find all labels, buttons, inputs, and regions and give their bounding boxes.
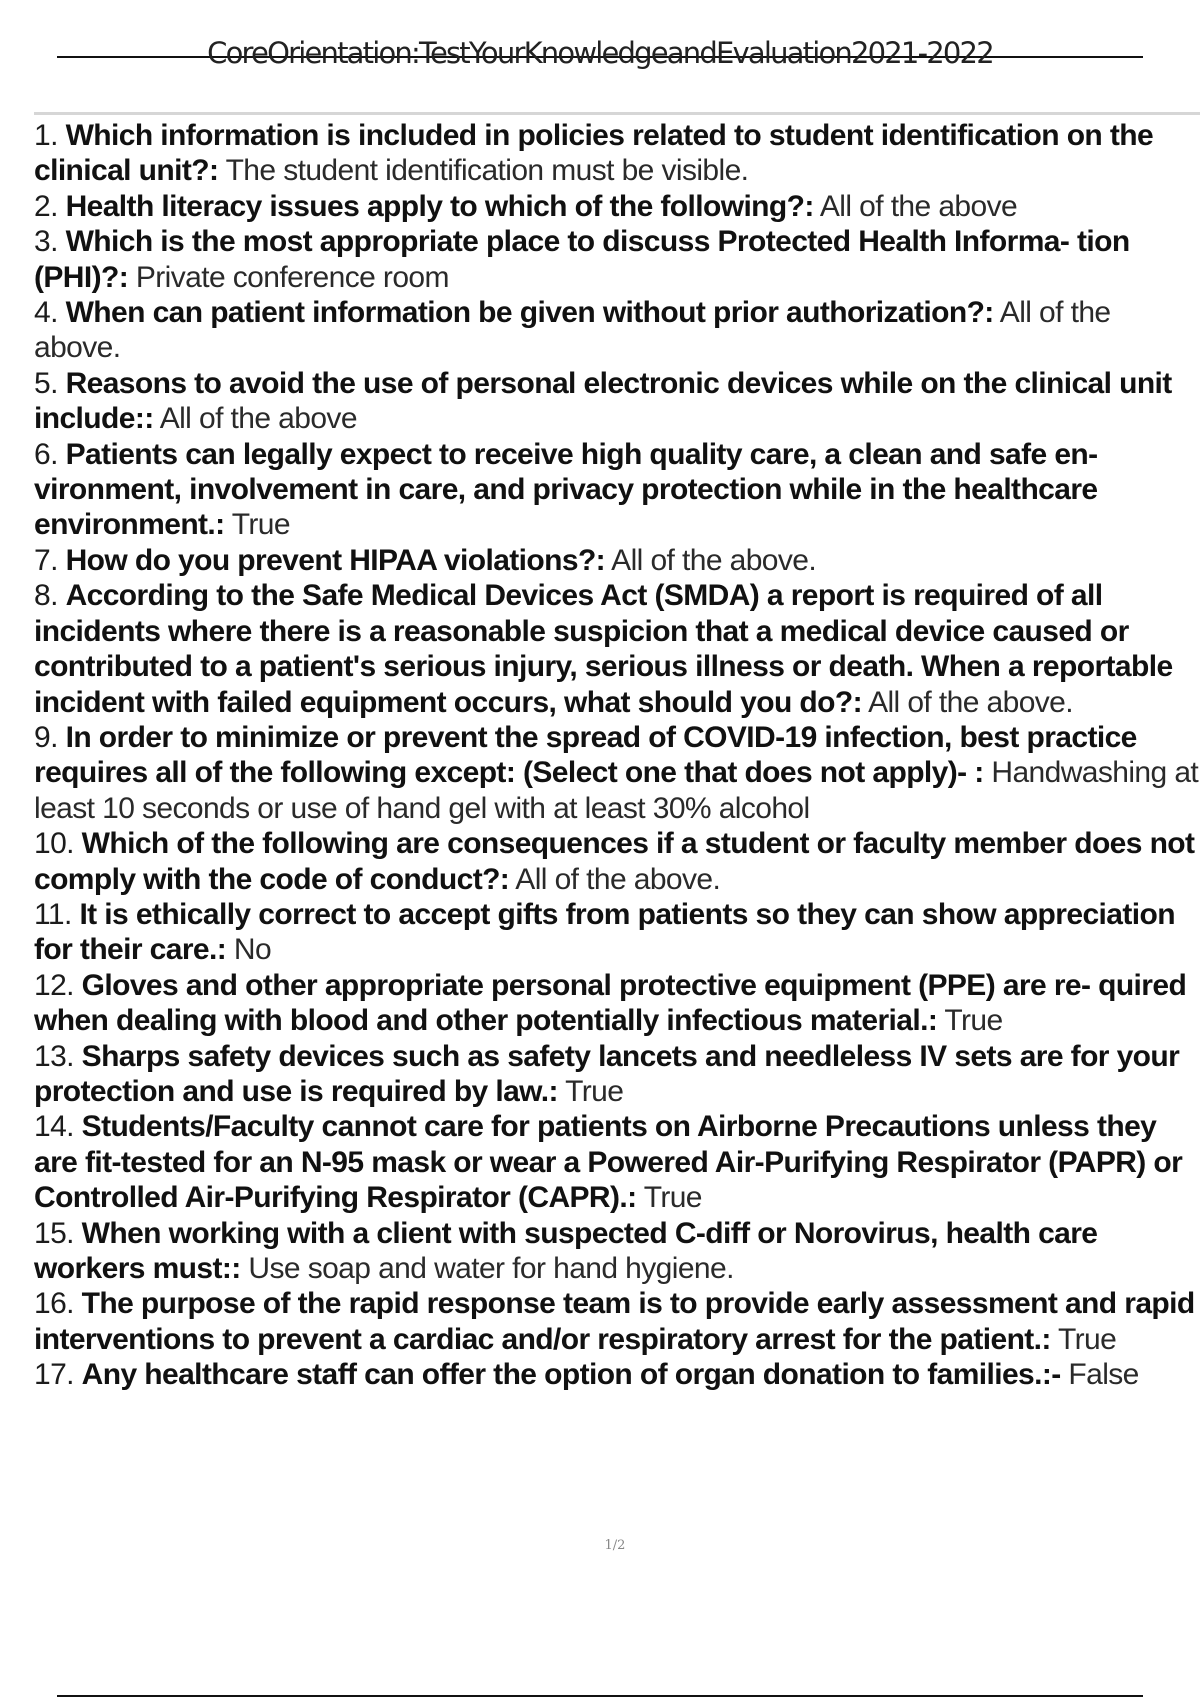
question-number: 13. [34,1039,74,1073]
footer-rule [57,1695,1143,1697]
answer-text: True [231,508,290,542]
question-text: Any healthcare staff can offer the option of organ donation to families.:- [81,1358,1061,1392]
answer-text: True [565,1074,624,1108]
answer-text: Use soap and water for hand hygiene. [248,1252,734,1285]
question-text: Which information is included in policies related to student identification on the clinical unit?: [34,119,1154,188]
question-text: When working with a client with suspected C-diff or Norovirus, health care workers must:: [34,1216,1098,1285]
question-number: 11. [34,897,72,931]
answer-text: True [1058,1322,1117,1356]
question-item-1 [34,118,1200,189]
question-item-7 [34,543,1200,578]
question-number: 15. [34,1216,74,1250]
answer-text: All of the above. [868,685,1074,719]
question-text: How do you prevent HIPAA violations?: [65,543,606,577]
question-number: 14. [34,1110,74,1144]
answer-text: Private conference room [135,260,449,294]
question-item-17 [34,1357,1200,1392]
question-text: It is ethically correct to accept gifts from patients so they can show appreciation for their care.: [34,897,1175,967]
question-item-16 [34,1286,1200,1357]
question-text: Gloves and other appropriate personal protective equipment (PPE) are re- quired when dealing with blood and other potentially infectious material.: [34,968,1187,1038]
answer-text: All of the above. [515,862,721,896]
question-number: 8. [34,579,58,613]
answer-text: Handwashing at least 10 seconds or use of hand gel with at least 30% alcohol [34,756,1199,825]
question-item-4 [34,295,1200,366]
question-number: 1. [34,119,58,152]
question-number: 7. [34,543,58,577]
question-number: 16. [34,1287,74,1321]
question-item-13 [34,1039,1200,1110]
question-text: The purpose of the rapid response team is to provide early assessment and rapid interventions to prevent a cardiac and/or respiratory arrest for the patient.: [34,1287,1195,1356]
question-number: 6. [34,437,58,471]
answer-text: False [1068,1358,1139,1392]
question-item-15 [34,1216,1200,1287]
question-text: In order to minimize or prevent the spread of COVID-19 infection, best practice requires all of the following except: (Select one that does not apply)- : [34,720,1137,790]
answer-text: All of the above [159,402,357,436]
question-number: 12. [34,968,74,1002]
question-item-2 [34,189,1200,224]
question-number: 3. [34,225,58,259]
question-number: 2. [34,189,58,223]
question-number: 4. [34,296,58,330]
question-text: Which is the most appropriate place to discuss Protected Health Informa- tion (PHI)?: [34,225,1130,294]
answer-text: True [643,1181,702,1215]
question-list [34,118,1200,1393]
question-text: Which of the following are consequences if a student or faculty member does not comply with the code of conduct?: [34,827,1195,896]
answer-text: No [233,933,272,967]
answer-text: All of the above. [34,296,1111,365]
question-item-3 [34,224,1200,295]
page-number: 1/2 [604,1538,626,1553]
question-item-6 [34,437,1200,543]
question-text: Patients can legally expect to receive high quality care, a clean and safe en- vironment, involvement in care, and privacy protection while in the healthcare environment.: [34,437,1098,542]
question-text: Health literacy issues apply to which of the following?: [65,189,814,223]
answer-text: All of the above. [611,543,817,577]
question-number: 17. [34,1358,74,1392]
question-item-10 [34,826,1200,897]
title-divider [34,112,1200,115]
question-text: Sharps safety devices such as safety lancets and needleless IV sets are for your protection and use is required by law.: [34,1039,1180,1108]
page-title: CoreOrientation:TestYourKnowledgeandEvaluation2021-2022 [207,36,993,70]
question-item-11 [34,897,1200,968]
question-text: When can patient information be given without prior authorization?: [65,296,994,330]
question-item-14 [34,1109,1200,1215]
question-text: Students/Faculty cannot care for patients on Airborne Precautions unless they are fit-tested for an N-95 mask or wear a Powered Air-Purifying Respirator (PAPR) or Controlled Air-Purifying Respirator (CAPR).: [34,1110,1183,1215]
answer-text: True [944,1004,1003,1038]
question-text: Reasons to avoid the use of personal electronic devices while on the clinical unit include:: [34,366,1172,436]
question-item-5 [34,366,1200,437]
question-item-12 [34,968,1200,1039]
question-item-8 [34,578,1200,720]
question-number: 10. [34,827,74,861]
answer-text: The student identification must be visible. [225,154,749,188]
question-number: 5. [34,366,58,400]
answer-text: All of the above [819,189,1018,223]
question-number: 9. [34,720,58,754]
question-text: According to the Safe Medical Devices Act (SMDA) a report is required of all incidents where there is a reasonable suspicion that a medical device caused or contributed to a patient's serious injury, serious illness or death. When a reportable incident with failed equipment occurs, what should you do?: [34,579,1173,719]
question-item-9 [34,720,1200,826]
